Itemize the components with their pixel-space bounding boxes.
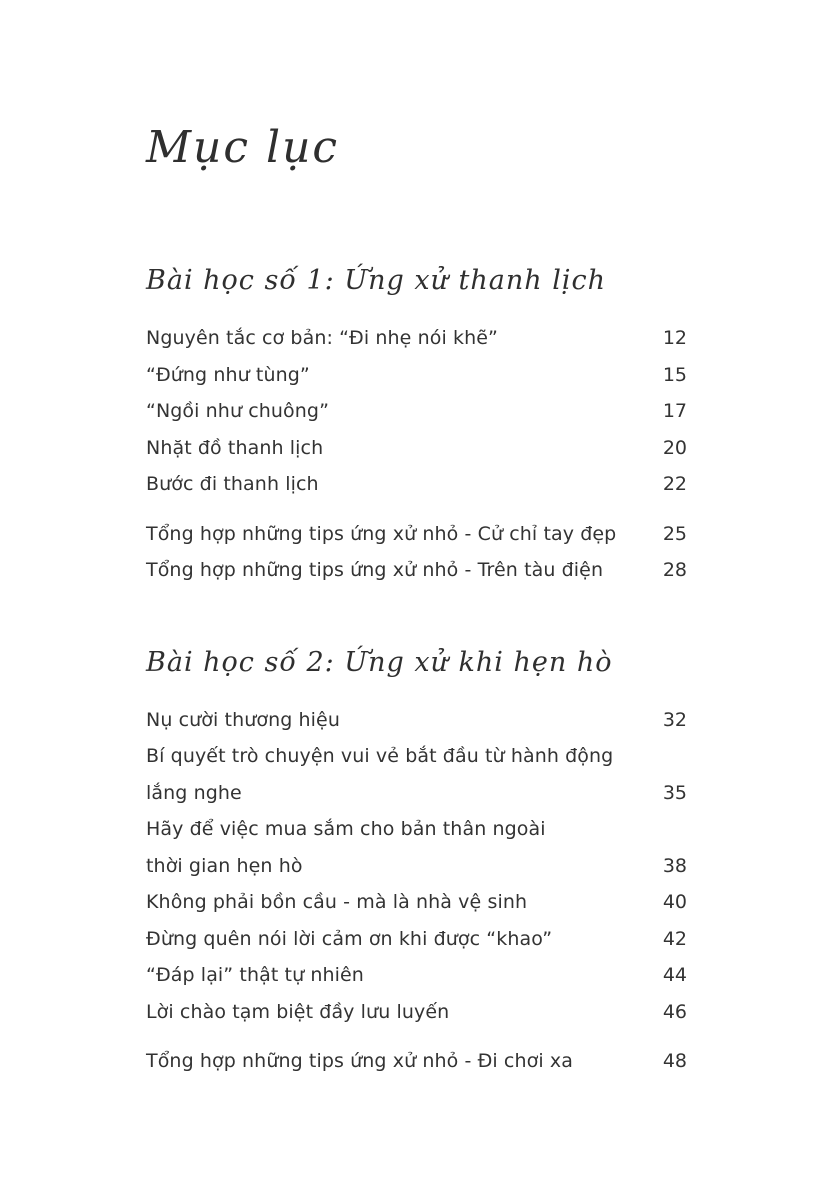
toc-entry [146,738,687,811]
entry-title: Đừng quên nói lời cảm ơn khi được “khao” [146,927,553,950]
toc-entry-line [146,552,687,589]
entry-title: “Đáp lại” thật tự nhiên [146,964,364,986]
toc-entry-line [146,466,687,503]
toc-entry [146,552,687,589]
toc-entry-line [146,357,687,394]
toc-entry [146,994,687,1031]
entry-title: Hãy để việc mua sắm cho bản thân ngoài [146,818,546,840]
toc-entry-line [146,320,687,357]
toc-entry-line [146,957,687,994]
toc-entry-line [146,811,687,848]
toc-entry-line [146,994,687,1031]
entry-page-number: 22 [662,473,687,495]
section-items [146,320,687,589]
toc-entry-line [146,884,687,921]
entry-page-number: 28 [662,559,687,581]
toc-entry [146,516,687,553]
entry-page-number: 38 [662,854,687,877]
entry-title: Tổng hợp những tips ứng xử nhỏ - Trên tàu điện [146,559,604,581]
toc-entry [146,957,687,994]
entry-title: Không phải bồn cầu - mà là nhà vệ sinh [146,891,528,913]
toc-entry [146,811,687,884]
entry-page-number: 32 [662,708,687,731]
entry-page-number: 17 [662,400,687,422]
entry-title: Nhặt đồ thanh lịch [146,436,324,459]
section-items [146,702,687,1080]
toc-entry-line [146,738,687,775]
entry-page-number: 40 [662,891,687,913]
entry-page-number: 25 [662,522,687,545]
entry-page-number: 42 [662,927,687,950]
entry-page-number: 15 [662,363,687,386]
entry-title: Bí quyết trò chuyện vui vẻ bắt đầu từ hành động [146,745,614,767]
toc-entry [146,921,687,958]
toc-entry [146,393,687,430]
toc-entry [146,466,687,503]
entry-title: Tổng hợp những tips ứng xử nhỏ - Cử chỉ tay đẹp [146,522,617,545]
toc-entry-line [146,393,687,430]
toc-entry-line [146,516,687,553]
entry-page-number: 48 [662,1050,687,1072]
entry-title: “Ngồi như chuông” [146,400,330,422]
toc-entry [146,702,687,739]
toc-entry-line [146,848,687,885]
entry-page-number: 35 [662,781,687,804]
toc-entry-line [146,702,687,739]
toc-sections [146,265,687,1080]
toc-entry-line [146,430,687,467]
entry-page-number: 12 [662,327,687,349]
entry-title: Tổng hợp những tips ứng xử nhỏ - Đi chơi xa [146,1050,573,1072]
page-title: Mục lục [146,122,340,173]
toc-entry-line [146,775,687,812]
toc-entry [146,1043,687,1080]
toc-entry [146,357,687,394]
entry-title: Nguyên tắc cơ bản: “Đi nhẹ nói khẽ” [146,327,498,349]
toc-entry [146,320,687,357]
entry-page-number: 20 [662,436,687,459]
toc-entry-line [146,1043,687,1080]
toc-section [146,647,687,1080]
entry-title: lắng nghe [146,781,242,804]
entry-title: Lời chào tạm biệt đầy lưu luyến [146,1000,450,1023]
toc-entry [146,430,687,467]
section-heading: Bài học số 2: Ứng xử khi hẹn hò [146,646,613,678]
toc-section [146,265,687,589]
entry-page-number: 44 [662,964,687,986]
toc-entry-line [146,921,687,958]
entry-title: thời gian hẹn hò [146,854,303,877]
entry-title: “Đứng như tùng” [146,363,310,386]
section-heading: Bài học số 1: Ứng xử thanh lịch [146,265,607,296]
entry-title: Bước đi thanh lịch [146,473,319,495]
toc-entry [146,884,687,921]
entry-title: Nụ cười thương hiệu [146,708,340,731]
entry-page-number: 46 [662,1000,687,1023]
